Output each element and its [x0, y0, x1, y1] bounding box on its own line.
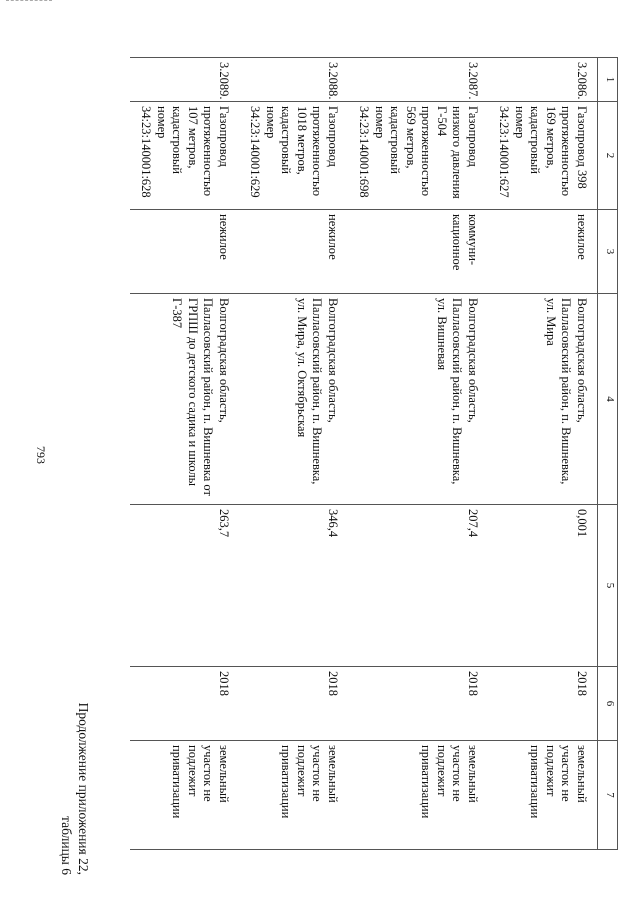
object-value: 263,7 — [130, 505, 239, 667]
object-note: земельный участок не подлежит приватизации — [239, 741, 348, 850]
row-number: 3.2088. — [239, 58, 348, 102]
continuation-line-1: Продолжение приложения 22, — [76, 702, 91, 875]
table-row — [239, 58, 348, 850]
table-header-row — [598, 58, 618, 850]
object-note: земельный участок не подлежит приватизации — [488, 741, 598, 850]
col-header-2: 2 — [598, 102, 618, 210]
table-row — [130, 58, 239, 850]
object-note: земельный участок не подлежит приватизации — [130, 741, 239, 850]
col-header-6: 6 — [598, 667, 618, 741]
col-header-5: 5 — [598, 505, 618, 667]
row-number: 3.2089. — [130, 58, 239, 102]
object-note: земельный участок не подлежит приватизации — [348, 741, 488, 850]
object-address: Волгоградская область, Палласовский район, п. Вишневка от ГРПШ до детского садика и школы Г-387 — [130, 294, 239, 505]
object-year: 2018 — [488, 667, 598, 741]
object-value: 0,001 — [488, 505, 598, 667]
page-number: 793 — [34, 446, 48, 464]
col-header-7: 7 — [598, 741, 618, 850]
table-row — [488, 58, 598, 850]
continuation-note — [58, 530, 92, 875]
table-row — [348, 58, 488, 850]
object-purpose: нежилое — [239, 210, 348, 294]
object-purpose: нежилое — [488, 210, 598, 294]
object-address: Волгоградская область, Палласовский район, п. Вишневка, ул. Вишневая — [348, 294, 488, 505]
row-number: 3.2086. — [488, 58, 598, 102]
property-table — [130, 57, 618, 850]
object-purpose: коммуни- кационное — [348, 210, 488, 294]
object-address: Волгоградская область, Палласовский район, п. Вишневка, ул. Мира — [488, 294, 598, 505]
object-name: Газопровод 398 протяженностью 169 метров, кадастровый номер 34:23:140001:627 — [488, 102, 598, 210]
object-value: 207,4 — [348, 505, 488, 667]
object-name: Газопровод протяженностью 1018 метров, кадастровый номер 34:23:140001:629 — [239, 102, 348, 210]
object-year: 2018 — [239, 667, 348, 741]
object-year: 2018 — [130, 667, 239, 741]
object-year: 2018 — [348, 667, 488, 741]
object-name: Газопровод протяженностью 107 метров, кадастровый номер 34:23:140001:628 — [130, 102, 239, 210]
object-name: Газопровод низкого давления Г-504 протяженностью 569 метров, кадастровый номер 34:23:140001:698 — [348, 102, 488, 210]
object-address: Волгоградская область, Палласовский район, п. Вишневка, ул. Мира, ул. Октябрьская — [239, 294, 348, 505]
object-value: 346,4 — [239, 505, 348, 667]
row-number: 3.2087. — [348, 58, 488, 102]
object-purpose: нежилое — [130, 210, 239, 294]
col-header-3: 3 — [598, 210, 618, 294]
col-header-1: 1 — [598, 58, 618, 102]
col-header-4: 4 — [598, 294, 618, 505]
continuation-line-2: таблицы 6 — [59, 816, 74, 875]
